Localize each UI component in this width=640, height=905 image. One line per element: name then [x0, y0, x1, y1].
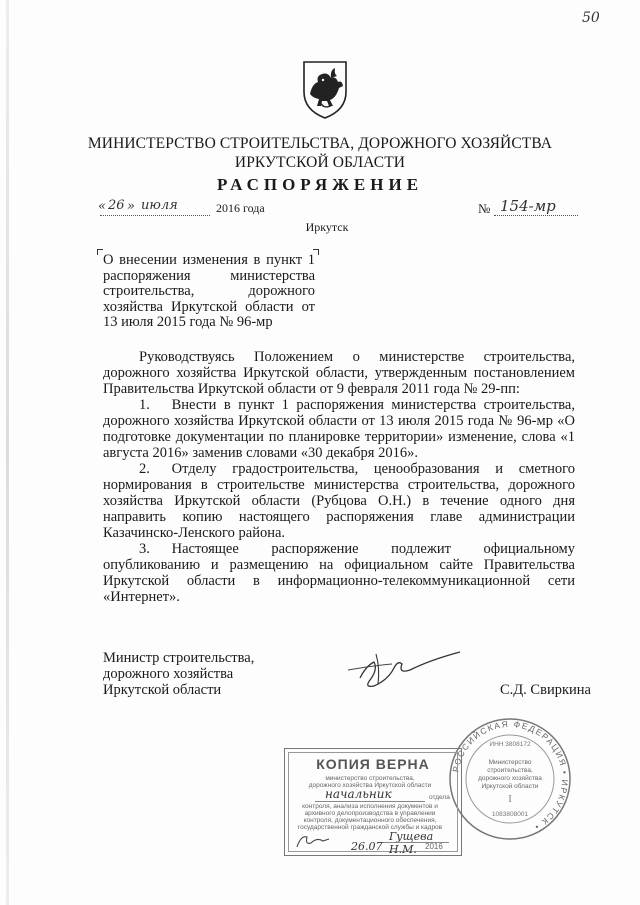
- stamp-handwritten-date: 26.07: [351, 840, 383, 853]
- copy-certified-stamp: [284, 748, 462, 856]
- ministry-name: [0, 134, 640, 172]
- scan-edge-left: [6, 0, 9, 905]
- round-seal: [445, 714, 575, 844]
- number-label: №: [478, 201, 491, 216]
- date-month: июля: [141, 198, 178, 213]
- ministry-name-line2: ИРКУТСКОЙ ОБЛАСТИ: [234, 154, 406, 171]
- date-quote-open: «: [98, 199, 106, 214]
- number-value: 154-мр: [500, 197, 556, 215]
- handwritten-signature: [340, 640, 480, 700]
- body-item-2: 2. Отделу градостроительства, ценообразования и сметного нормирования в строительстве министерства строительства, дорожного хозяйства Иркутской области (Рубцова О.Н.) в течение одного дня направить копию настоящего распоряжения главе администрации Казачинско-Ленского района.: [103, 461, 575, 541]
- date-year: 2016 года: [216, 201, 265, 215]
- body-item-3: 3. Настоящее распоряжение подлежит официальному опубликованию и размещению на официальном сайте Правительства Иркутской области в информационно-телекоммуникационной сети «Интернет».: [103, 541, 575, 605]
- ministry-name-line1: МИНИСТЕРСТВО СТРОИТЕЛЬСТВА, ДОРОЖНОГО ХОЗЯЙСТВА: [87, 135, 553, 152]
- body-item-1: 1. Внести в пункт 1 распоряжения министерства строительства, дорожного хозяйства Иркутской области от 13 июля 2015 года № 96-мр «О подготовке документации по планировке территории» изменение, слова «1 августа 2016» заменив словами «30 декабря 2016».: [103, 397, 575, 461]
- position-line2: дорожного хозяйства: [103, 666, 234, 682]
- date-day: 26: [108, 198, 125, 213]
- stamp-handwritten-name: Гущева Н.М.: [389, 830, 434, 856]
- seal-center-line3: дорожного хозяйства: [478, 775, 542, 782]
- city: Иркутск: [305, 220, 349, 234]
- page-number: 50: [582, 10, 600, 26]
- document-title: РАСПОРЯЖЕНИЕ: [216, 175, 424, 194]
- stamp-line1: министерство строительства,: [325, 775, 415, 782]
- seal-ogrn: 1083808001: [491, 811, 529, 818]
- stamp-title-underline: [315, 801, 425, 802]
- stamp-line3: отдела: [429, 794, 450, 801]
- document-body: [103, 349, 575, 605]
- seal-inn: ИНН 3808172: [489, 741, 531, 748]
- seal-center-line2: строительства,: [487, 767, 533, 774]
- signatory-position: [103, 650, 254, 698]
- stamp-line7: государственной гражданской службы и кадров: [297, 824, 443, 831]
- seal-center-line4: Иркутской области: [481, 783, 539, 790]
- document-date: [98, 199, 278, 221]
- seal-center-line1: Министерство: [488, 759, 532, 766]
- body-preamble: Руководствуясь Положением о министерстве строительства, дорожного хозяйства Иркутской области, утвержденным постановлением Правительства Иркутской области от 9 февраля 2011 года № 29-пп:: [103, 349, 575, 397]
- stamp-year-suffix: 2016: [425, 842, 443, 851]
- date-quote-close: »: [127, 199, 135, 214]
- stamp-line5: архивного делопроизводства в управлении: [304, 810, 436, 817]
- stamp-handwritten-title: начальник: [325, 787, 392, 801]
- date-underline: [100, 215, 210, 216]
- subject-text: О внесении изменения в пункт 1 распоряжения министерства строительства, дорожного хозяйства Иркутской области от 13 июля 2015 года № 96-мр: [103, 252, 315, 330]
- coat-of-arms-emblem: [300, 58, 350, 120]
- signatory-name: С.Д. Свиркина: [500, 682, 591, 698]
- seal-center-mark: I: [508, 794, 512, 805]
- stamp-signature-scribble: [293, 831, 333, 851]
- document-number: [478, 199, 588, 221]
- subject: [103, 253, 315, 331]
- stamp-line2: дорожного хозяйства Иркутской области: [308, 782, 432, 789]
- position-line1: Министр строительства,: [103, 650, 255, 666]
- number-underline: [494, 215, 578, 216]
- stamp-heading: КОПИЯ ВЕРНА: [316, 756, 430, 772]
- stamp-line6: контроля, документационного обеспечения,: [303, 817, 437, 824]
- stamp-line4: контроля, анализа исполнения документов и: [302, 803, 438, 810]
- seal-outer-text: РОССИЙСКАЯ ФЕДЕРАЦИЯ • ИРКУТСК •: [450, 718, 571, 833]
- position-line3: Иркутской области: [103, 682, 222, 698]
